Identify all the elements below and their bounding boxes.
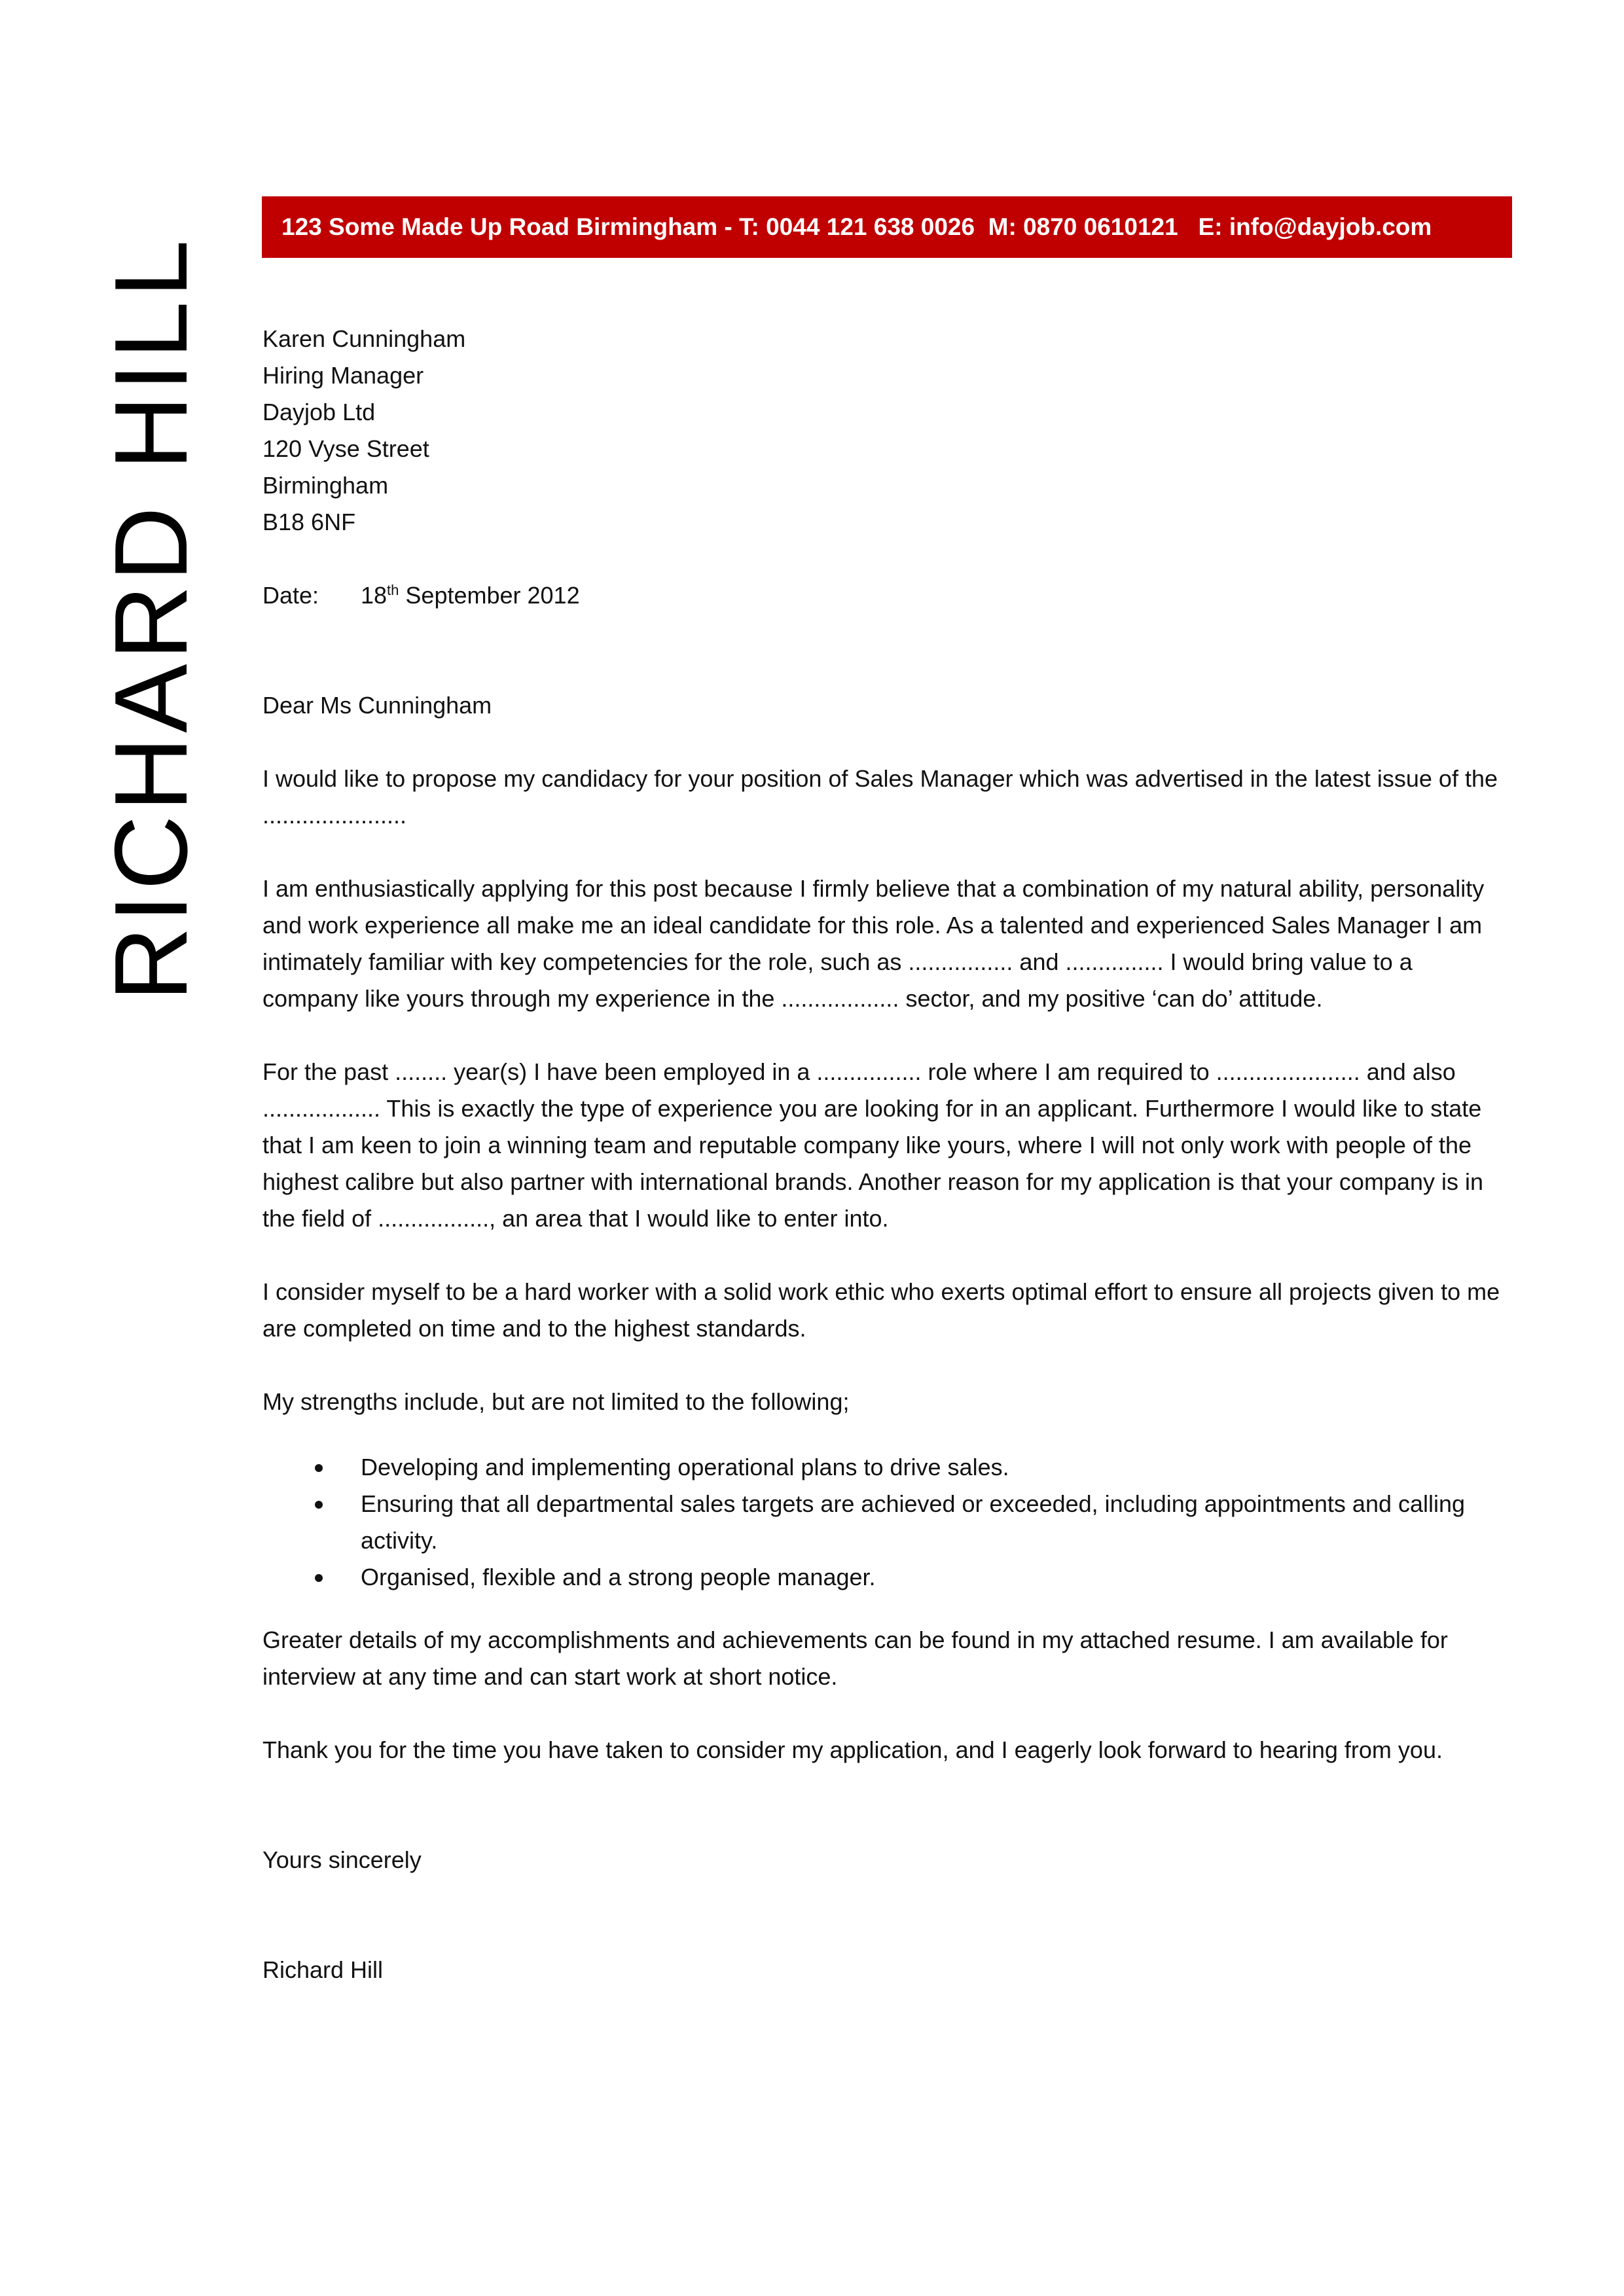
date-value: 18th September 2012 <box>361 582 580 609</box>
contact-bar <box>262 196 1512 258</box>
paragraph-experience: For the past ........ year(s) I have been employed in a ................ role where I am required to ...................... and also .................. This is exactly the type of experience you are looking for in an applicant. Furthermore I would like to state that I am keen to join a winning team and reputable company like yours, where I will not only work with people of the highest calibre but also partner with international brands. Another reason for my application is that your company is in the field of ................., an area that I would like to enter into. <box>262 1058 1484 1232</box>
paragraph-thanks: Thank you for the time you have taken to consider my application, and I eagerly look forward to hearing from you. <box>262 1736 1443 1763</box>
signature-name: Richard Hill <box>262 1956 384 1983</box>
bullet-icon <box>315 1464 323 1472</box>
date-row <box>262 577 1506 614</box>
recipient-company: Dayjob Ltd <box>262 399 376 425</box>
letter-body <box>262 321 1506 1988</box>
sign-off: Yours sincerely <box>262 1846 422 1873</box>
paragraph-intro: I would like to propose my candidacy for your position of Sales Manager which was advertised in the latest issue of the ...................... <box>262 765 1498 829</box>
paragraph-work-ethic: I consider myself to be a hard worker with a solid work ethic who exerts optimal effort to ensure all projects given to me are completed on time and to the highest standards. <box>262 1278 1500 1342</box>
recipient-city: Birmingham <box>262 472 389 499</box>
contact-email: E: info@dayjob.com <box>1198 213 1432 240</box>
recipient-postcode: B18 6NF <box>262 509 356 535</box>
bullet-icon <box>315 1501 323 1509</box>
salutation: Dear Ms Cunningham <box>262 692 492 719</box>
contact-phone: T: 0044 121 638 0026 <box>739 213 975 240</box>
recipient-address <box>262 321 1506 541</box>
list-item: Developing and implementing operational plans to drive sales. <box>262 1449 1506 1486</box>
recipient-title: Hiring Manager <box>262 362 424 389</box>
contact-address: 123 Some Made Up Road Birmingham <box>281 213 718 240</box>
sender-name-vertical: RICHARD HILL <box>94 236 209 1001</box>
paragraph-details: Greater details of my accomplishments and achievements can be found in my attached resume. I am available for interview at any time and can start work at short notice. <box>262 1626 1448 1690</box>
paragraph-motivation: I am enthusiastically applying for this post because I firmly believe that a combination of my natural ability, personality and work experience all make me an ideal candidate for this role. As a talented and experienced Sales Manager I am intimately familiar with key competencies for the role, such as ................ and ............... I would bring value to a company like yours through my experience in the .................. sector, and my positive ‘can do’ attitude. <box>262 875 1485 1012</box>
recipient-name: Karen Cunningham <box>262 325 466 352</box>
list-item: Ensuring that all departmental sales targets are achieved or exceeded, including appointments and calling activity. <box>262 1486 1506 1559</box>
date-label: Date: <box>262 582 319 609</box>
contact-mobile: M: 0870 0610121 <box>988 213 1178 240</box>
recipient-street: 120 Vyse Street <box>262 435 429 462</box>
list-item: Organised, flexible and a strong people manager. <box>262 1559 1506 1596</box>
strengths-list <box>262 1449 1506 1596</box>
paragraph-strengths-intro: My strengths include, but are not limited to the following; <box>262 1388 850 1415</box>
contact-separator: - <box>717 213 740 240</box>
bullet-icon <box>315 1574 323 1582</box>
